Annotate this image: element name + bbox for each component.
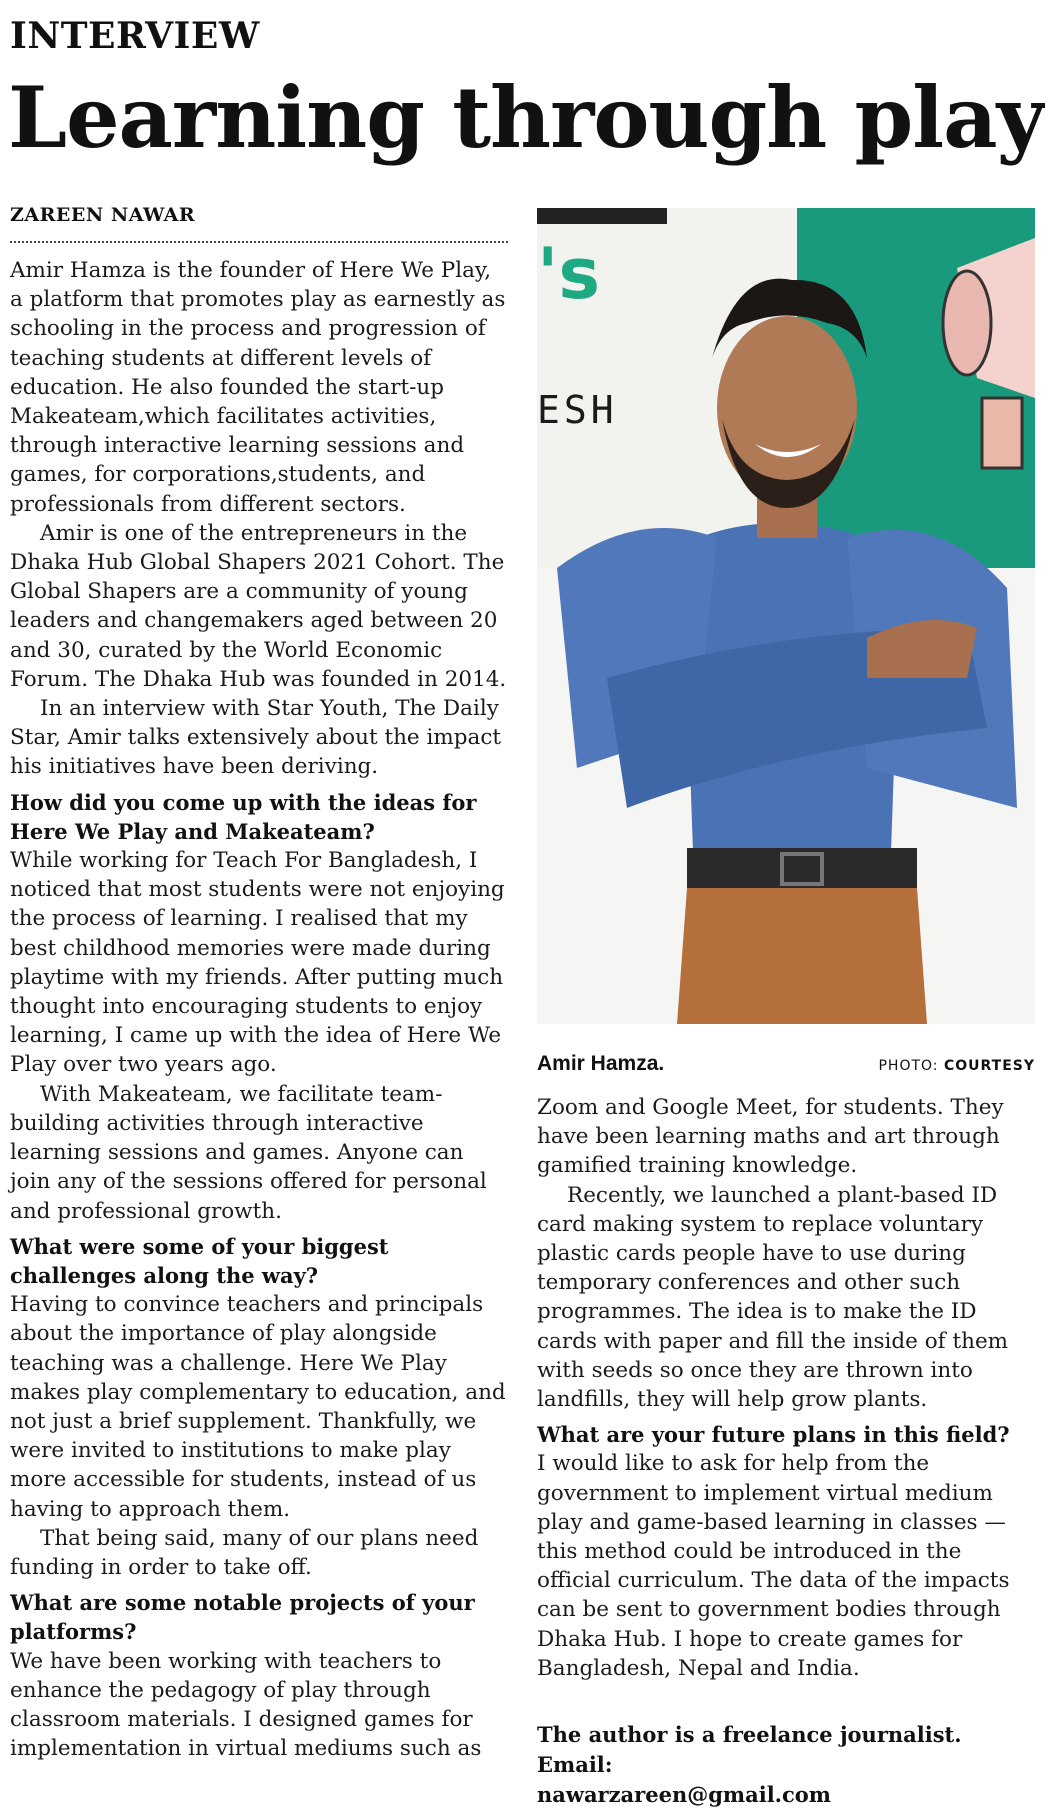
question-1: How did you come up with the ideas for Here We Play and Makeateam? <box>10 789 477 844</box>
answer-3-continued: Zoom and Google Meet, for students. They have been learning maths and art through gamified training knowledge. <box>537 1095 1004 1179</box>
intro-paragraph-1: Amir Hamza is the founder of Here We Play, a platform that promotes play as earnestly as schooling in the process and progression of teaching students at different levels of education. He also founded the start-up Makeateam,which facilitates activities, through interactive learning sessions and games, for corporations,students, and professionals from different sectors. <box>10 258 506 517</box>
answer-1-paragraph-1: While working for Teach For Bangladesh, I noticed that most students were not enjoying the process of learning. I realised that my best childhood memories were made during playtime with my friends. After putting much thought into encouraging students to enjoy learning, I came up with the idea of Here We Play over two years ago. <box>10 848 505 1078</box>
portrait-illustration <box>537 208 1035 1024</box>
author-byline: ZAREEN NAWAR <box>10 204 196 226</box>
byline-divider <box>10 241 508 243</box>
section-kicker: INTERVIEW <box>10 15 260 57</box>
author-email-link[interactable]: nawarzareen@gmail.com <box>537 1782 831 1807</box>
question-3: What are some notable projects of your platforms? <box>10 1590 475 1645</box>
question-2: What were some of your biggest challenges along the way? <box>10 1233 389 1288</box>
answer-2-paragraph-2: That being said, many of our plans need funding in order to take off. <box>10 1525 479 1580</box>
intro-paragraph-2: Amir is one of the entrepreneurs in the Dhaka Hub Global Shapers 2021 Cohort. The Global Shapers are a community of young leaders and changemakers aged between 20 and 30, curated by the World Economic Forum. The Dhaka Hub was founded in 2014. <box>10 520 507 692</box>
author-note-line-1: The author is a freelance journalist. Email: <box>537 1722 962 1777</box>
question-4: What are your future plans in this field? <box>537 1422 1010 1448</box>
right-column <box>537 1093 1037 1683</box>
credit-source: COURTESY <box>943 1058 1035 1074</box>
answer-3-paragraph-1: We have been working with teachers to enhance the pedagogy of play through classroom materials. I designed games for implementation in virtual mediums such as <box>10 1648 482 1762</box>
article-headline: Learning through play <box>8 68 1045 167</box>
answer-1-paragraph-2: With Makeateam, we facilitate team-building activities through interactive learning sessions and games. Anyone can join any of the sessions offered for personal and professional growth. <box>10 1081 487 1224</box>
intro-paragraph-3: In an interview with Star Youth, The Daily Star, Amir talks extensively about the impact his initiatives have been deriving. <box>10 696 502 780</box>
credit-prefix: PHOTO: <box>878 1058 939 1074</box>
sign-text-top: 's <box>537 233 601 315</box>
left-column <box>10 256 510 1763</box>
answer-2-paragraph-1: Having to convince teachers and principals about the importance of play alongside teaching was a challenge. Here We Play makes play complementary to education, and not just a brief supplement. Thankfully, we were invited to institutions to make play more accessible for students, instead of us having to approach them. <box>10 1292 506 1522</box>
answer-3-paragraph-2: Recently, we launched a plant-based ID card making system to replace voluntary plastic cards people have to use during temporary conferences and other such programmes. The idea is to make the ID cards with paper and fill the inside of them with seeds so once they are thrown into landfills, they will help grow plants. <box>537 1182 1009 1413</box>
photo-credit <box>878 1058 1035 1074</box>
sign-text-bottom: ESH <box>537 388 618 432</box>
photo-caption <box>537 1052 1035 1076</box>
portrait-photo <box>537 208 1035 1024</box>
caption-name: Amir Hamza. <box>537 1052 665 1075</box>
answer-4-paragraph-1: I would like to ask for help from the government to implement virtual medium play and game-based learning in classes — this method could be introduced in the official curriculum. The data of the impacts can be sent to government bodies through Dhaka Hub. I hope to create games for Bangladesh, Nepal and India. <box>537 1451 1010 1681</box>
